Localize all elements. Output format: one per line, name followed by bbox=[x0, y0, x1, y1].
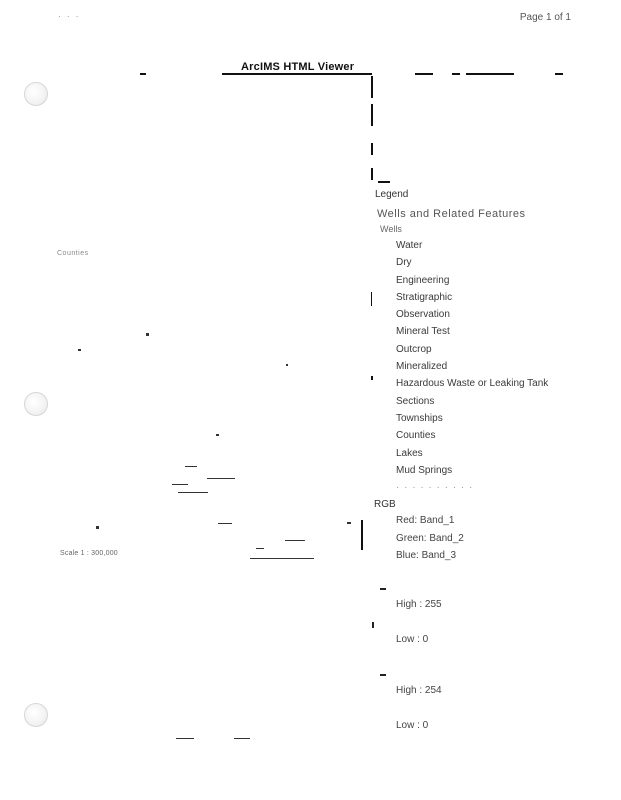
legend-item: Mineralized bbox=[396, 361, 448, 373]
legend-item: Observation bbox=[396, 309, 450, 321]
legend-title: Legend bbox=[375, 189, 409, 200]
legend-rgb-label: RGB bbox=[374, 499, 396, 510]
page-number: Page 1 of 1 bbox=[519, 12, 571, 23]
legend-item: Sections bbox=[396, 395, 435, 407]
legend-item: Counties bbox=[396, 430, 436, 442]
range-marker bbox=[380, 588, 386, 590]
legend-group-label: Wells bbox=[380, 224, 402, 234]
legend-subtitle: Wells and Related Features bbox=[377, 208, 526, 220]
legend-item-faint: · · · · · · · · · · bbox=[396, 482, 474, 494]
rgb-band-item: Green: Band_2 bbox=[396, 532, 464, 544]
legend-item: Mineral Test bbox=[396, 326, 450, 338]
punch-hole-bottom bbox=[24, 703, 48, 727]
legend-item: Outcrop bbox=[396, 343, 432, 355]
rgb-band-item: Red: Band_1 bbox=[396, 515, 455, 526]
legend-item: Engineering bbox=[396, 274, 450, 286]
punch-hole-middle bbox=[24, 392, 48, 416]
top-mark: · · · bbox=[58, 12, 81, 21]
legend-item: Dry bbox=[396, 257, 412, 269]
range-marker bbox=[380, 674, 386, 676]
map-scale-label: Scale 1 : 300,000 bbox=[60, 550, 118, 557]
legend-list bbox=[396, 239, 548, 498]
range-low-2: Low : 0 bbox=[396, 720, 429, 731]
legend-item: Mud Springs bbox=[396, 464, 453, 476]
legend-rgb-bands bbox=[396, 514, 464, 567]
legend-item: Lakes bbox=[396, 447, 423, 459]
map-side-label: Counties bbox=[57, 250, 89, 257]
legend-item: Townships bbox=[396, 412, 443, 424]
rgb-band-item: Blue: Band_3 bbox=[396, 550, 457, 561]
range-high-2: High : 254 bbox=[396, 685, 442, 696]
punch-hole-top bbox=[24, 82, 48, 106]
range-bar bbox=[372, 622, 374, 628]
legend-item: Water bbox=[396, 240, 423, 251]
viewer-title: ArcIMS HTML Viewer bbox=[241, 61, 355, 73]
legend-item: Hazardous Waste or Leaking Tank bbox=[396, 378, 549, 390]
range-low-1: Low : 0 bbox=[396, 634, 429, 645]
range-high-1: High : 255 bbox=[396, 599, 442, 610]
legend-item: Stratigraphic bbox=[396, 291, 453, 303]
